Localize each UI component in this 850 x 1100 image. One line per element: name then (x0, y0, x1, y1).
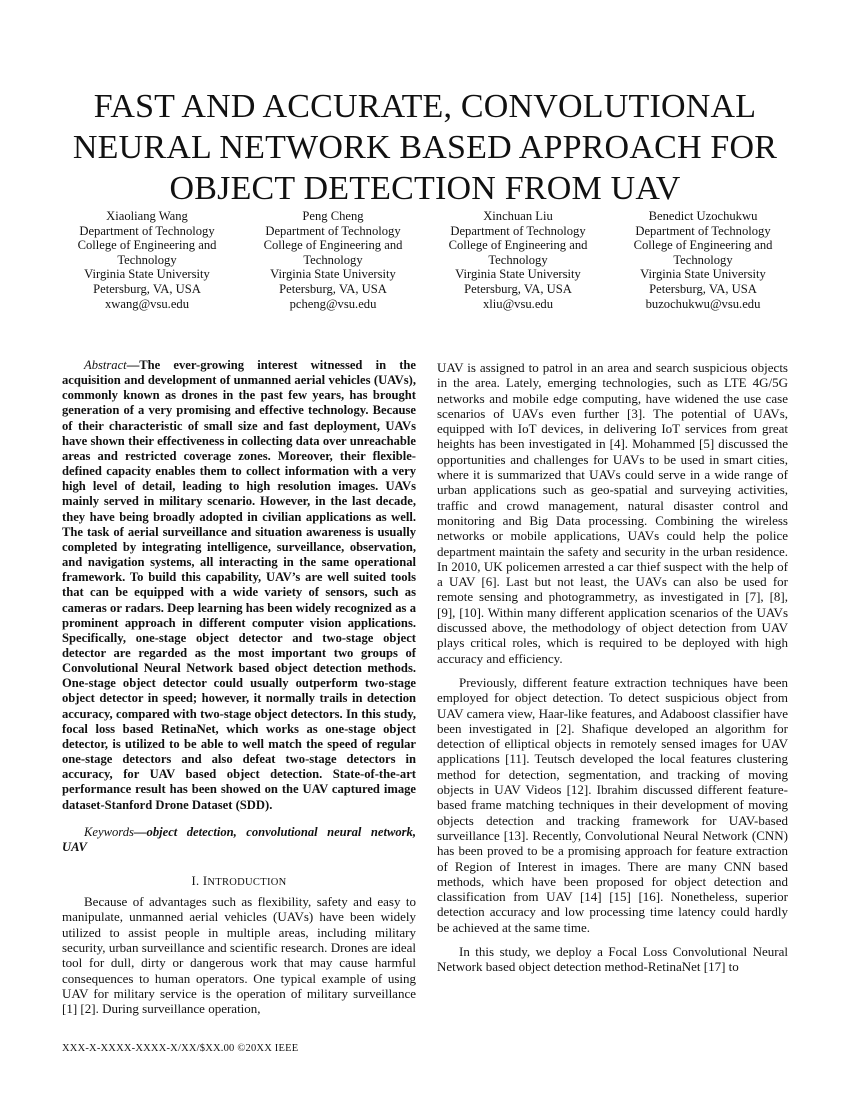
author-university: Virginia State University (84, 267, 210, 282)
author-college-cont: Technology (488, 252, 548, 267)
paper-title: FAST AND ACCURATE, CONVOLUTIONAL NEURAL NETWORK BASED APPROACH FOR OBJECT DETECTION FROM UAV (72, 88, 778, 207)
author-department: Department of Technology (450, 223, 586, 238)
abstract-label: Abstract (84, 358, 127, 372)
copyright-footer: XXX-X-XXXX-XXXX-X/XX/$XX.00 ©20XX IEEE (62, 1043, 299, 1054)
author-city: Petersburg, VA, USA (279, 281, 387, 296)
intro-paragraph: Because of advantages such as flexibility, safety and easy to manipulate, unmanned aerial vehicles (UAVs) have been widely utilized to assist people in multiple areas, including military security, urban surveillance and scientific research. Drones are ideal tool for dull, dirty or dangerous work that may cause harmful consequences to human operators. One typical example of using UAV for military service is the operation of military surveillance [1] [2]. During surveillance operation, (62, 894, 416, 1017)
author-college: College of Engineering and (77, 238, 217, 253)
author-department: Department of Technology (79, 223, 215, 238)
author-college-cont: Technology (303, 252, 363, 267)
keywords-text: —object detection, convolutional neural network, UAV (62, 824, 416, 854)
body-paragraph: Previously, different feature extraction techniques have been employed for object detection. To detect suspicious object from UAV camera view, Haar-like features, and Adaboost classifier have been investigated in [2]. Shafique developed an algorithm for detection of elliptical objects in remotely sensed images for UAV applications [11]. Teutsch developed the local features clustering method for detection, segmentation, and tracking of moving objects in UAV Videos [12]. Ibrahim discussed different feature-based frame matching techniques in their development of moving objects detection and tracking framework for UAV-based surveillance [13]. Recently, Convolutional Neural Network (CNN) has been proved to be a promising approach for feature extraction of Region of Interest in images. There are many CNN based methods, which have been proposed for object detection and classification from UAV [14] [15] [16]. Nonetheless, superior detection accuracy and low processing time latency could hardly be achieved at the same time. (437, 674, 788, 935)
author-card (423, 209, 613, 311)
author-college-cont: Technology (673, 252, 733, 267)
author-card (608, 209, 798, 311)
author-department: Department of Technology (635, 223, 771, 238)
left-column (62, 358, 416, 1017)
author-email: xwang@vsu.edu (105, 296, 189, 311)
body-paragraph: UAV is assigned to patrol in an area and search suspicious objects in the area. Lately, emerging technologies, such as LTE 4G/5G networks and mobile edge computing, have widened the use case scenarios of UAVs even further [3]. The potential of UAVs, equipped with IoT devices, in delivering IoT services from great heights has been investigated in [4]. Mohammed [5] discussed the opportunities and challenges for UAVs to be used in smart cities, where it is summarized that UAVs could serve in a wide range of urban applications such as geo-spatial and surveying activities, traffic and crowd management, natural disaster control and monitoring and Big Data processing. Combining the wireless networks or mobile applications, UAVs could help the police department maintain the safety and security in the urban residence. In 2010, UK policemen arrested a car thief suspect with the help of a UAV [6]. Last but not least, the UAVs can also be used for remote sensing and photogrammetry, as investigated in [7], [8], [9], [10]. Within many different application scenarios of the UAVs discussed above, the methodology of object detection from UAV plays critical roles, which is required to be deployed with high accuracy and efficiency. (437, 360, 788, 666)
author-university: Virginia State University (270, 267, 396, 282)
author-email: buzochukwu@vsu.edu (645, 296, 761, 311)
author-email: xliu@vsu.edu (482, 296, 554, 311)
author-college: College of Engineering and (633, 238, 773, 253)
body-paragraph: In this study, we deploy a Focal Loss Convolutional Neural Network based object detection method-RetinaNet [17] to (437, 943, 788, 975)
author-college-cont: Technology (117, 252, 177, 267)
author-city: Petersburg, VA, USA (464, 281, 572, 296)
author-card (238, 209, 428, 311)
abstract-text: —The ever-growing interest witnessed in the acquisition and development of unmanned aerial vehicles (UAVs), commonly known as drones in the past few years, has brought generation of a very promising and effective technology. Because of their characteristic of small size and fast deployment, UAVs have shown their effectiveness in collecting data over unreachable areas and restricted coverage zones. Moreover, their flexible-defined capacity enables them to collect information with a very high level of detail, leading to high resolution images. UAVs mainly served in military scenario. However, in the last decade, they have being broadly adopted in civilian applications as well. The task of aerial surveillance and situation awareness is usually completed by integrating intelligence, surveillance, observation, and navigation systems, all interacting in the same operational framework. To build this capability, UAV’s are well suited tools that can be equipped with a wide variety of sensors, such as cameras or radars. Deep learning has been widely recognized as a prominent approach in different computer vision applications. Specifically, one-stage object detector and two-stage object detector are regarded as the most important two groups of Convolutional Neural Network based object detection methods. One-stage object detector could usually outperform two-stage object detector in speed; however, it normally trails in detection accuracy, compared with two-stage object detectors. In this study, focal loss based RetinaNet, which works as one-stage object detector, is utilized to be able to well match the speed of regular one-stage detectors and also defeat two-stage detectors in accuracy, for UAV based object detection. State-of-the-art performance result has been showed on the UAV captured image dataset-Stanford Drone Dataset (SDD). (62, 358, 416, 812)
author-name: Peng Cheng (302, 209, 364, 223)
author-card (52, 209, 242, 311)
keywords-label: Keywords (84, 824, 134, 839)
author-college: College of Engineering and (448, 238, 588, 253)
abstract (62, 358, 416, 813)
right-column (437, 360, 788, 975)
author-city: Petersburg, VA, USA (649, 281, 757, 296)
section-heading (62, 874, 416, 890)
author-college: College of Engineering and (263, 238, 403, 253)
author-name: Benedict Uzochukwu (648, 209, 758, 223)
author-name: Xinchuan Liu (483, 209, 553, 223)
section-initial: I (202, 874, 208, 888)
author-city: Petersburg, VA, USA (93, 281, 201, 296)
author-email: pcheng@vsu.edu (289, 296, 377, 311)
author-university: Virginia State University (640, 267, 766, 282)
author-university: Virginia State University (455, 267, 581, 282)
section-title-rest: NTRODUCTION (207, 877, 287, 888)
author-name: Xiaoliang Wang (106, 209, 188, 223)
keywords (62, 825, 416, 855)
author-department: Department of Technology (265, 223, 401, 238)
section-number: I. (191, 874, 200, 888)
